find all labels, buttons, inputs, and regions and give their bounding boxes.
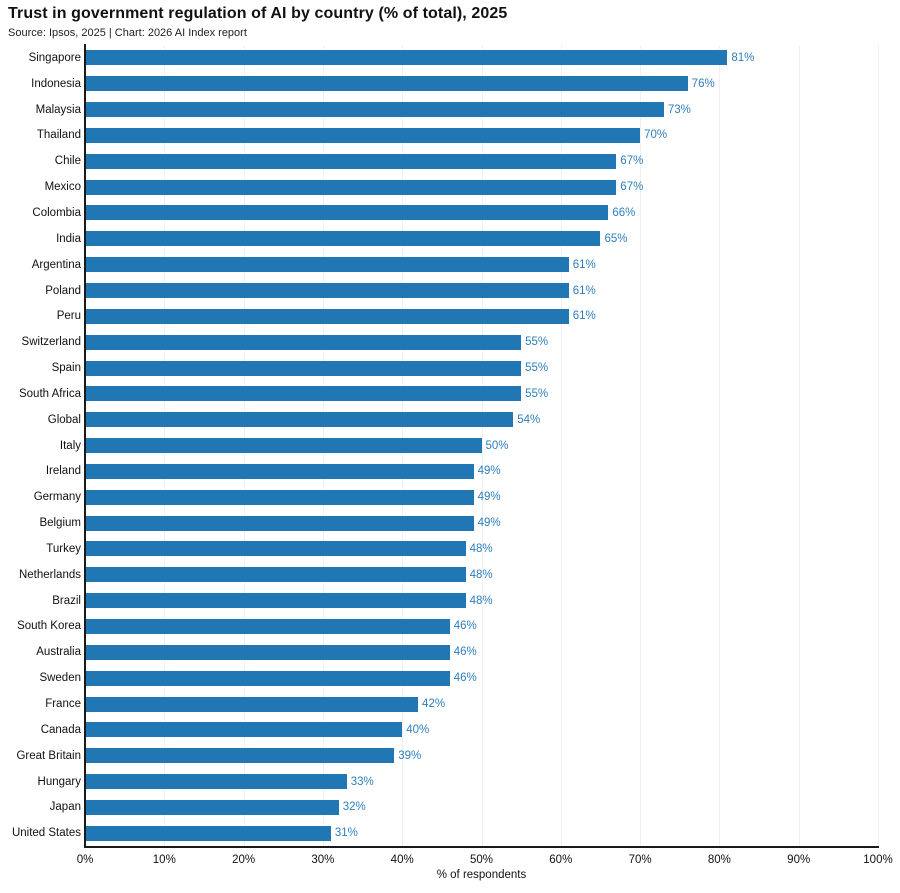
bar: [85, 464, 474, 479]
x-tick-label: 70%: [628, 854, 652, 866]
bar-row: [0, 148, 900, 174]
bar-track: [85, 769, 878, 795]
bar: [85, 180, 616, 195]
bar: [85, 438, 482, 453]
country-label: Netherlands: [18, 568, 81, 581]
bar-track: [85, 123, 878, 149]
value-label: 55%: [525, 387, 549, 400]
bar-track: [85, 97, 878, 123]
country-label: Peru: [56, 310, 81, 323]
bar-row: [0, 123, 900, 149]
bar: [85, 619, 450, 634]
bar: [85, 671, 450, 686]
x-tick-label: 60%: [549, 854, 573, 866]
bar-row: [0, 459, 900, 485]
country-label: United States: [11, 827, 81, 840]
value-label: 67%: [620, 181, 644, 194]
country-label: Chile: [54, 155, 81, 168]
bar-track: [85, 174, 878, 200]
bar-row: [0, 226, 900, 252]
x-axis-ticks: [76, 854, 893, 868]
value-label: 31%: [334, 827, 358, 840]
bar-row: [0, 174, 900, 200]
bar-track: [85, 484, 878, 510]
country-label: Argentina: [31, 258, 81, 271]
bar: [85, 386, 521, 401]
value-label: 70%: [644, 129, 668, 142]
country-label: Poland: [45, 284, 81, 297]
bar: [85, 697, 418, 712]
bar: [85, 722, 402, 737]
bar-track: [85, 510, 878, 536]
bar: [85, 205, 608, 220]
bar-row: [0, 794, 900, 820]
country-label: Great Britain: [16, 749, 81, 762]
country-label: Malaysia: [35, 103, 81, 116]
bar-row: [0, 200, 900, 226]
bar-track: [85, 588, 878, 614]
bar-row: [0, 743, 900, 769]
value-label: 46%: [453, 672, 477, 685]
bar-track: [85, 691, 878, 717]
bar-row: [0, 97, 900, 123]
value-label: 54%: [517, 413, 541, 426]
bar-row: [0, 303, 900, 329]
country-label: Belgium: [39, 517, 81, 530]
bar: [85, 645, 450, 660]
bar-track: [85, 226, 878, 252]
value-label: 49%: [477, 517, 501, 530]
x-tick-label: 80%: [707, 854, 731, 866]
country-label: South Korea: [17, 620, 81, 633]
country-label: Mexico: [44, 181, 81, 194]
x-tick-label: 30%: [311, 854, 335, 866]
bar-row: [0, 665, 900, 691]
bar: [85, 283, 569, 298]
bar: [85, 567, 466, 582]
country-label: Australia: [36, 646, 81, 659]
bar-track: [85, 820, 878, 846]
value-label: 49%: [477, 491, 501, 504]
bar-track: [85, 562, 878, 588]
country-label: Italy: [59, 439, 81, 452]
bar-row: [0, 536, 900, 562]
bar-track: [85, 459, 878, 485]
country-label: Brazil: [52, 594, 81, 607]
bar-row: [0, 484, 900, 510]
bar: [85, 50, 727, 65]
value-label: 40%: [406, 723, 430, 736]
value-label: 81%: [731, 51, 755, 64]
value-label: 46%: [453, 646, 477, 659]
bar-row: [0, 717, 900, 743]
bar-row: [0, 433, 900, 459]
bar-row: [0, 355, 900, 381]
y-axis-line: [84, 44, 86, 848]
value-label: 39%: [398, 749, 422, 762]
bar-row: [0, 45, 900, 71]
bar-track: [85, 407, 878, 433]
bar: [85, 102, 664, 117]
value-label: 66%: [612, 206, 636, 219]
bar-track: [85, 303, 878, 329]
country-label: India: [56, 232, 81, 245]
bar: [85, 257, 569, 272]
bar: [85, 490, 474, 505]
bar-track: [85, 355, 878, 381]
bar: [85, 361, 521, 376]
country-label: France: [45, 698, 81, 711]
country-label: Hungary: [37, 775, 81, 788]
x-tick-label: 0%: [76, 854, 94, 866]
bar-track: [85, 639, 878, 665]
country-label: Singapore: [28, 51, 81, 64]
bar-row: [0, 381, 900, 407]
value-label: 73%: [667, 103, 691, 116]
bar-row: [0, 820, 900, 846]
bar-track: [85, 536, 878, 562]
bar: [85, 154, 616, 169]
country-label: Ireland: [45, 465, 81, 478]
value-label: 55%: [525, 336, 549, 349]
bar-row: [0, 71, 900, 97]
bar-row: [0, 278, 900, 304]
bar-row: [0, 329, 900, 355]
bar: [85, 826, 331, 841]
bar: [85, 516, 474, 531]
value-label: 67%: [620, 155, 644, 168]
bar: [85, 748, 394, 763]
bar-track: [85, 278, 878, 304]
bar: [85, 309, 569, 324]
country-label: Indonesia: [31, 77, 81, 90]
country-label: Switzerland: [21, 336, 81, 349]
bar-track: [85, 433, 878, 459]
value-label: 65%: [604, 232, 628, 245]
country-label: Sweden: [39, 672, 81, 685]
bar: [85, 412, 513, 427]
x-tick-label: 90%: [787, 854, 811, 866]
value-label: 49%: [477, 465, 501, 478]
value-label: 48%: [469, 594, 493, 607]
bar-rows: [0, 45, 900, 846]
value-label: 42%: [422, 698, 446, 711]
x-tick-label: 50%: [469, 854, 494, 866]
value-label: 48%: [469, 568, 493, 581]
bar: [85, 800, 339, 815]
bar-track: [85, 743, 878, 769]
country-label: Canada: [40, 723, 81, 736]
bar-row: [0, 562, 900, 588]
bar: [85, 335, 521, 350]
x-tick-label: 40%: [390, 854, 414, 866]
bar-row: [0, 769, 900, 795]
bar-row: [0, 639, 900, 665]
bar-track: [85, 381, 878, 407]
bar-track: [85, 794, 878, 820]
bar: [85, 128, 640, 143]
country-label: Thailand: [36, 129, 81, 142]
bar-track: [85, 329, 878, 355]
bar-row: [0, 588, 900, 614]
country-label: Turkey: [46, 542, 81, 555]
value-label: 76%: [691, 77, 715, 90]
bar-row: [0, 691, 900, 717]
bar: [85, 231, 600, 246]
country-label: Global: [47, 413, 81, 426]
bar: [85, 774, 347, 789]
value-label: 50%: [485, 439, 509, 452]
chart-source: Source: Ipsos, 2025 | Chart: 2026 AI Index report: [8, 27, 247, 39]
x-tick-label: 20%: [232, 854, 256, 866]
value-label: 61%: [572, 284, 596, 297]
value-label: 55%: [525, 362, 549, 375]
bar-track: [85, 200, 878, 226]
value-label: 61%: [572, 258, 596, 271]
bar: [85, 593, 466, 608]
country-label: Spain: [51, 362, 81, 375]
bar-track: [85, 45, 878, 71]
country-label: South Africa: [18, 387, 81, 400]
bar: [85, 541, 466, 556]
value-label: 46%: [453, 620, 477, 633]
bar-track: [85, 148, 878, 174]
bar-track: [85, 614, 878, 640]
x-axis-label: % of respondents: [436, 869, 527, 881]
bar-row: [0, 614, 900, 640]
chart-title: Trust in government regulation of AI by country (% of total), 2025: [8, 5, 508, 22]
country-label: Colombia: [32, 206, 81, 219]
x-axis-line: [84, 846, 879, 848]
x-tick-label: 100%: [863, 854, 893, 866]
bar-track: [85, 252, 878, 278]
bar-row: [0, 407, 900, 433]
x-tick-label: 10%: [152, 854, 176, 866]
value-label: 32%: [342, 801, 366, 814]
value-label: 48%: [469, 542, 493, 555]
country-label: Germany: [33, 491, 81, 504]
value-label: 33%: [350, 775, 374, 788]
bar-row: [0, 510, 900, 536]
value-label: 61%: [572, 310, 596, 323]
bar-track: [85, 665, 878, 691]
bar-row: [0, 252, 900, 278]
country-label: Japan: [49, 801, 81, 814]
bar-track: [85, 71, 878, 97]
bar: [85, 76, 688, 91]
bar-track: [85, 717, 878, 743]
